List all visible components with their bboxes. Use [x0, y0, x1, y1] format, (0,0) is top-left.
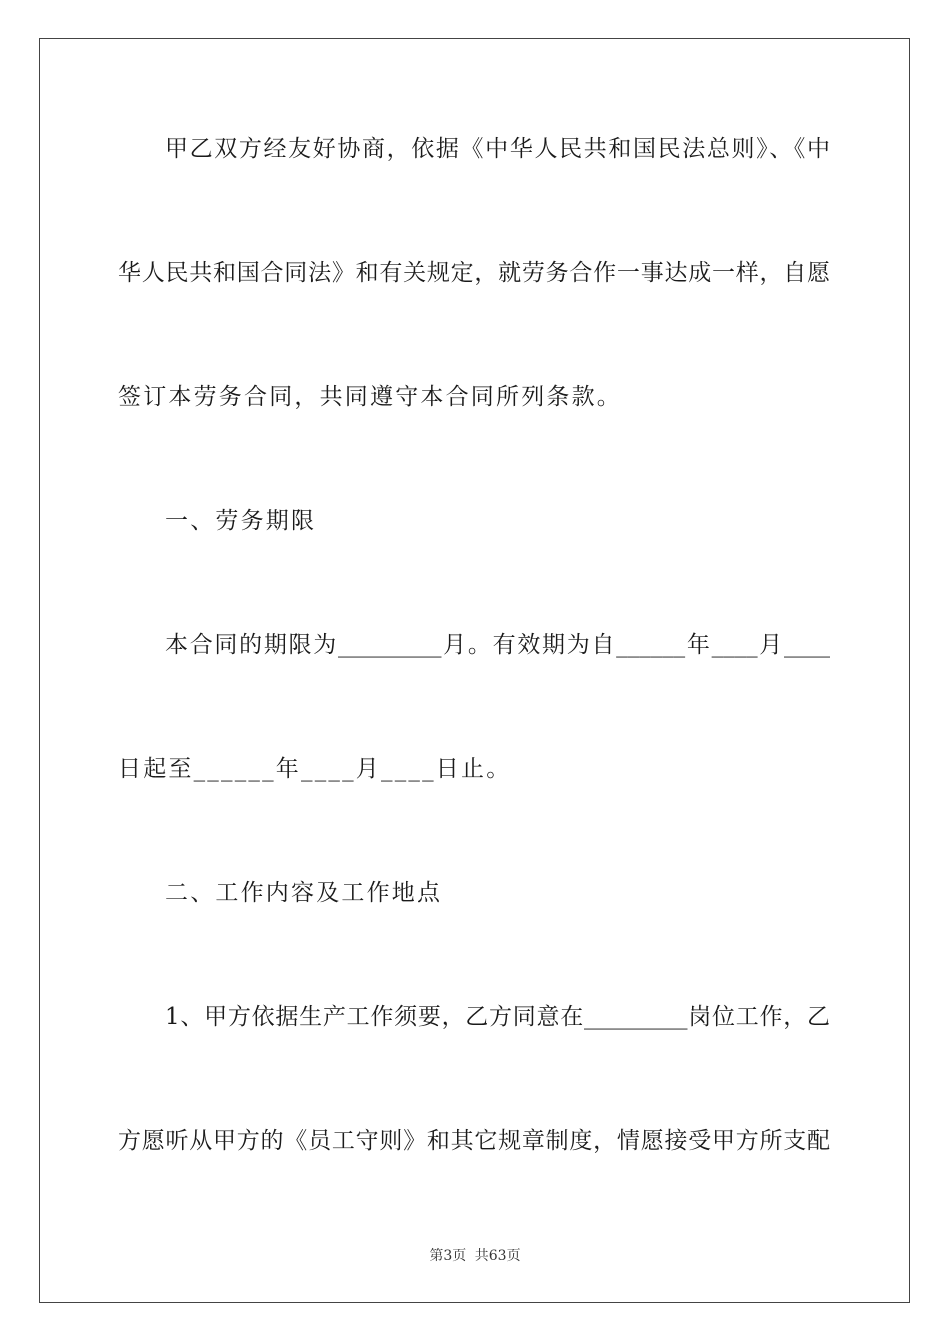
page-total: 共63页: [474, 1248, 521, 1264]
page-footer: [0, 1246, 950, 1266]
page-number: 第3页: [429, 1248, 467, 1264]
page-frame: [39, 38, 910, 1303]
paragraph-term-line-1: 本合同的期限为_________月。有效期为自______年____月____: [165, 632, 831, 658]
section-heading-term: 一、劳务期限: [165, 508, 317, 534]
paragraph-work-line-1: 1、甲方依据生产工作须要，乙方同意在_________岗位工作，乙: [165, 1004, 830, 1030]
paragraph-intro-line-3: 签订本劳务合同，共同遵守本合同所列条款。: [118, 384, 622, 410]
paragraph-intro-line-1: 甲乙双方经友好协商，依据《中华人民共和国民法总则》、《中: [165, 136, 830, 162]
section-heading-work: 二、工作内容及工作地点: [165, 880, 443, 906]
paragraph-work-line-2: 方愿听从甲方的《员工守则》和其它规章制度，情愿接受甲方所支配: [118, 1128, 830, 1154]
paragraph-intro-line-2: 华人民共和国合同法》和有关规定，就劳务合作一事达成一样，自愿: [118, 260, 830, 286]
paragraph-term-line-2: 日起至______年____月____日止。: [118, 756, 512, 782]
